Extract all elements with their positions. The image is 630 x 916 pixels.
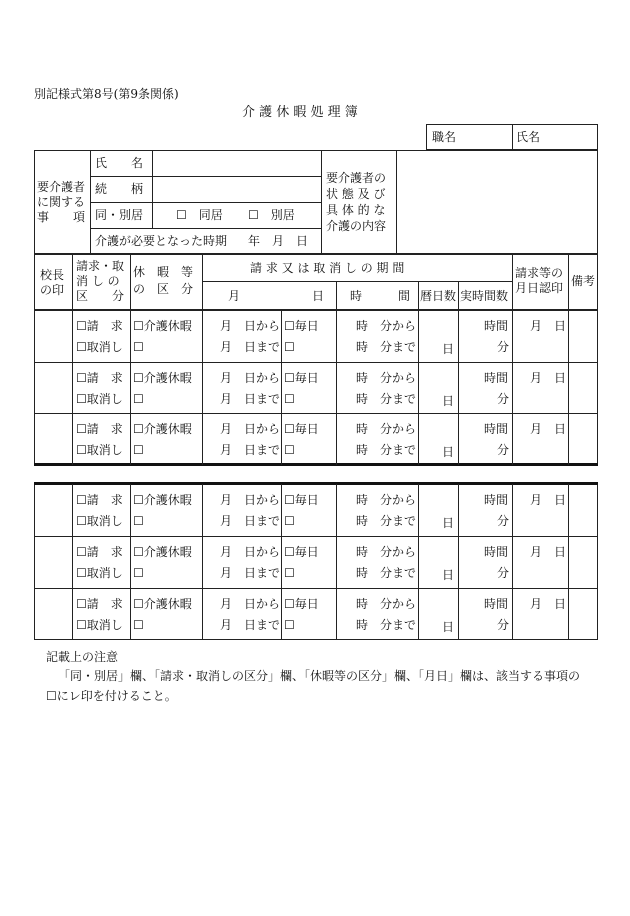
other-leave-checkbox[interactable]: ☐	[133, 443, 144, 457]
day-unit: 日	[442, 516, 455, 530]
minute-unit: 分	[497, 514, 510, 528]
to-date: 月 日まで	[220, 443, 281, 457]
request-checkbox[interactable]: ☐請 求	[76, 319, 123, 333]
minute-unit: 分	[497, 443, 510, 457]
hour-unit: 時間	[484, 422, 509, 436]
request-cancel-label-1: 請求・取	[76, 259, 125, 273]
minute-unit: 分	[497, 392, 510, 406]
principal-seal-label-2: の印	[40, 283, 65, 297]
request-cancel-label-2: 消 し の	[76, 274, 120, 288]
form-reference: 別記様式第8号(第9条関係)	[34, 87, 179, 101]
principal-seal-label-1: 校長	[40, 268, 65, 282]
care-leave-checkbox[interactable]: ☐介護休暇	[133, 422, 192, 436]
to-date: 月 日まで	[220, 392, 281, 406]
hour-unit: 時間	[484, 597, 509, 611]
approval-date: 月 日	[530, 319, 567, 333]
minute-unit: 分	[497, 566, 510, 580]
day-unit: 日	[442, 394, 455, 408]
hour-unit: 時間	[484, 319, 509, 333]
from-date: 月 日から	[220, 545, 281, 559]
to-date: 月 日まで	[220, 514, 281, 528]
row-block-upper	[34, 310, 598, 465]
day-unit: 日	[442, 445, 455, 459]
name-label: 氏 名	[95, 156, 144, 170]
hour-unit: 時間	[484, 493, 509, 507]
care-leave-checkbox[interactable]: ☐介護休暇	[133, 319, 192, 333]
every-day-checkbox[interactable]: ☐毎日	[284, 597, 319, 611]
day-unit: 日	[442, 342, 455, 356]
blank-checkbox[interactable]: ☐	[284, 618, 295, 632]
cancel-checkbox[interactable]: ☐取消し	[76, 566, 123, 580]
care-leave-checkbox[interactable]: ☐介護休暇	[133, 371, 192, 385]
notes-line-1: 「同・別居」欄、「請求・取消しの区分」欄、「休暇等の区分」欄、「月日」欄は、該当する事項の	[58, 669, 581, 683]
from-time: 時 分から	[356, 422, 417, 436]
hour-unit: 時間	[484, 545, 509, 559]
from-time: 時 分から	[356, 493, 417, 507]
to-date: 月 日まで	[220, 618, 281, 632]
every-day-checkbox[interactable]: ☐毎日	[284, 319, 319, 333]
to-time: 時 分まで	[356, 392, 417, 406]
staff-name-label: 氏名	[516, 130, 541, 144]
approval-label-2: 月日認印	[515, 281, 564, 295]
section-divider-bottom	[34, 482, 598, 485]
to-time: 時 分まで	[356, 514, 417, 528]
to-time: 時 分まで	[356, 443, 417, 457]
care-recipient-label-2: に関する	[37, 195, 86, 209]
other-leave-checkbox[interactable]: ☐	[133, 566, 144, 580]
notes-line-2: ☐にレ印を付けること。	[46, 689, 177, 703]
from-time: 時 分から	[356, 597, 417, 611]
from-time: 時 分から	[356, 319, 417, 333]
from-time: 時 分から	[356, 545, 417, 559]
from-date: 月 日から	[220, 319, 281, 333]
cohabit-label: 同・別居	[95, 208, 144, 222]
to-time: 時 分まで	[356, 566, 417, 580]
notes-heading: 記載上の注意	[46, 650, 119, 664]
other-leave-checkbox[interactable]: ☐	[133, 340, 144, 354]
cancel-checkbox[interactable]: ☐取消し	[76, 618, 123, 632]
remarks-label: 備考	[571, 274, 596, 288]
from-date: 月 日から	[220, 422, 281, 436]
care-leave-checkbox[interactable]: ☐介護休暇	[133, 493, 192, 507]
request-checkbox[interactable]: ☐請 求	[76, 597, 123, 611]
blank-checkbox[interactable]: ☐	[284, 566, 295, 580]
actual-hours-label: 実時間数	[460, 289, 509, 303]
to-time: 時 分まで	[356, 618, 417, 632]
blank-checkbox[interactable]: ☐	[284, 443, 295, 457]
cancel-checkbox[interactable]: ☐取消し	[76, 443, 123, 457]
time-label: 時 間	[350, 289, 411, 303]
condition-label-4: 介護の内容	[326, 219, 387, 233]
other-leave-checkbox[interactable]: ☐	[133, 392, 144, 406]
leave-type-label-1: 休 暇 等	[133, 265, 194, 279]
approval-date: 月 日	[530, 371, 567, 385]
condition-label-1: 要介護者の	[326, 171, 387, 185]
every-day-checkbox[interactable]: ☐毎日	[284, 371, 319, 385]
request-cancel-label-3: 区 分	[76, 289, 125, 303]
day-unit: 日	[442, 620, 455, 634]
care-recipient-label-1: 要介護者	[37, 180, 86, 194]
job-title-label: 職名	[432, 130, 457, 144]
minute-unit: 分	[497, 618, 510, 632]
to-time: 時 分まで	[356, 340, 417, 354]
approval-date: 月 日	[530, 597, 567, 611]
section-divider-top	[34, 463, 598, 466]
approval-date: 月 日	[530, 545, 567, 559]
cohabit-same-checkbox[interactable]: ☐ 同居	[176, 208, 223, 222]
every-day-checkbox[interactable]: ☐毎日	[284, 545, 319, 559]
minute-unit: 分	[497, 340, 510, 354]
to-date: 月 日まで	[220, 566, 281, 580]
to-date: 月 日まで	[220, 340, 281, 354]
cancel-checkbox[interactable]: ☐取消し	[76, 340, 123, 354]
request-checkbox[interactable]: ☐請 求	[76, 422, 123, 436]
approval-date: 月 日	[530, 422, 567, 436]
condition-label-2: 状 態 及 び	[326, 187, 386, 201]
every-day-checkbox[interactable]: ☐毎日	[284, 422, 319, 436]
request-checkbox[interactable]: ☐請 求	[76, 545, 123, 559]
condition-label-3: 具 体 的 な	[326, 203, 386, 217]
blank-checkbox[interactable]: ☐	[284, 392, 295, 406]
page-title: 介 護 休 暇 処 理 簿	[242, 105, 358, 120]
from-date: 月 日から	[220, 493, 281, 507]
approval-date: 月 日	[530, 493, 567, 507]
care-leave-checkbox[interactable]: ☐介護休暇	[133, 545, 192, 559]
other-leave-checkbox[interactable]: ☐	[133, 514, 144, 528]
row-block-lower	[34, 484, 598, 640]
care-recipient-label-3: 事 項	[37, 210, 86, 224]
from-time: 時 分から	[356, 371, 417, 385]
approval-label-1: 請求等の	[515, 266, 564, 280]
cohabit-separate-checkbox[interactable]: ☐ 別居	[248, 208, 295, 222]
blank-checkbox[interactable]: ☐	[284, 340, 295, 354]
care-start-units: 年 月 日	[248, 234, 309, 248]
blank-checkbox[interactable]: ☐	[284, 514, 295, 528]
care-leave-checkbox[interactable]: ☐介護休暇	[133, 597, 192, 611]
period-label: 請 求 又 は 取 消 し の 期 間	[250, 261, 405, 275]
leave-type-label-2: の 区 分	[133, 282, 194, 296]
from-date: 月 日から	[220, 371, 281, 385]
day-unit: 日	[442, 568, 455, 582]
cancel-checkbox[interactable]: ☐取消し	[76, 514, 123, 528]
request-checkbox[interactable]: ☐請 求	[76, 493, 123, 507]
calendar-days-label: 暦日数	[420, 289, 457, 303]
cancel-checkbox[interactable]: ☐取消し	[76, 392, 123, 406]
relation-label: 続 柄	[95, 182, 144, 196]
other-leave-checkbox[interactable]: ☐	[133, 618, 144, 632]
every-day-checkbox[interactable]: ☐毎日	[284, 493, 319, 507]
request-checkbox[interactable]: ☐請 求	[76, 371, 123, 385]
care-start-label: 介護が必要となった時期	[95, 234, 228, 248]
hour-unit: 時間	[484, 371, 509, 385]
month-day-label: 月 日	[228, 289, 325, 303]
from-date: 月 日から	[220, 597, 281, 611]
